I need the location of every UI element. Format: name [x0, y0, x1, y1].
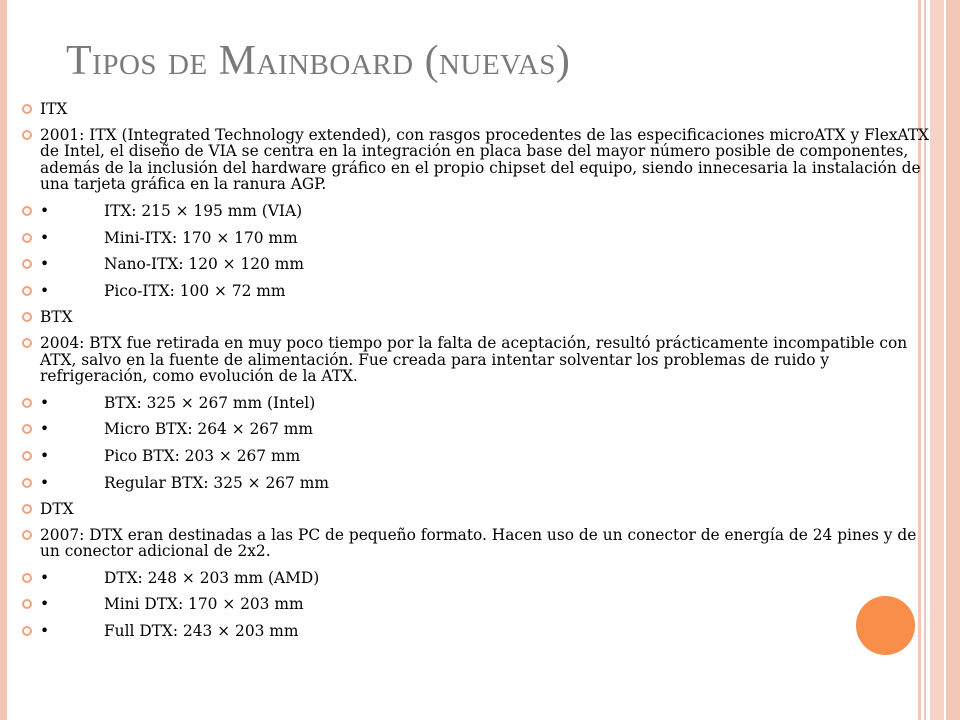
circle-bullet-icon: [22, 130, 32, 140]
bullet-dot: •: [40, 228, 50, 247]
circle-bullet-icon: [22, 424, 32, 434]
paragraph-item: [20, 501, 940, 518]
circle-bullet-icon: [22, 573, 32, 583]
bullet-text: Full DTX: 243 × 203 mm: [104, 622, 299, 641]
bullet-dot: •: [40, 201, 50, 220]
circle-bullet-icon: [22, 312, 32, 322]
item-text: ITX: [40, 100, 68, 118]
item-text: BTX: [40, 308, 73, 327]
bullet-list-item: [20, 203, 940, 220]
bullet-list-item: [20, 256, 940, 273]
bullet-text: Pico-ITX: 100 × 72 mm: [104, 281, 286, 300]
bullet-dot: •: [40, 622, 50, 641]
bullet-list-item: [20, 421, 940, 438]
paragraph-item: [20, 101, 940, 118]
slide-title: Tipos de Mainboard (nuevas): [66, 38, 571, 84]
item-text: DTX: [40, 500, 74, 519]
bullet-list-item: [20, 570, 940, 587]
bullet-dot: •: [40, 420, 50, 439]
circle-bullet-icon: [22, 206, 32, 216]
bullet-text: Pico BTX: 203 × 267 mm: [104, 446, 301, 465]
bullet-dot: •: [40, 568, 50, 587]
circle-bullet-icon: [22, 398, 32, 408]
circle-bullet-icon: [22, 259, 32, 269]
bullet-dot: •: [40, 446, 50, 465]
bullet-list-item: [20, 283, 940, 300]
circle-bullet-icon: [22, 530, 32, 540]
bullet-list-item: [20, 448, 940, 465]
stripe: [946, 0, 960, 720]
circle-bullet-icon: [22, 478, 32, 488]
bullet-text: Mini DTX: 170 × 203 mm: [104, 595, 304, 614]
bullet-text: Nano-ITX: 120 × 120 mm: [104, 255, 304, 274]
circle-bullet-icon: [22, 599, 32, 609]
bullet-text: BTX: 325 × 267 mm (Intel): [104, 393, 316, 412]
bullet-dot: •: [40, 393, 50, 412]
circle-bullet-icon: [22, 504, 32, 514]
paragraph-item: [20, 335, 940, 385]
bullet-text: DTX: 248 × 203 mm (AMD): [104, 568, 320, 587]
bullet-dot: •: [40, 255, 50, 274]
bullet-list-item: [20, 395, 940, 412]
bullet-list-item: [20, 596, 940, 613]
item-text: 2007: DTX eran destinadas a las PC de pequeño formato. Hacen uso de un conector de energía de 24 pines y de un conector adicional de 2x2.: [40, 525, 917, 561]
item-text: 2001: ITX (Integrated Technology extended), con rasgos procedentes de las especificaciones microATX y FlexATX de Intel, el diseño de VIA se centra en la integración en placa base del mayor número posible de componentes, además de la inclusión del hardware gráfico en el propio chipset del equipo, siendo innecesaria la instalación de una tarjeta gráfica en la ranura AGP.: [40, 125, 929, 194]
decorative-circle: [856, 596, 915, 655]
circle-bullet-icon: [22, 233, 32, 243]
circle-bullet-icon: [22, 286, 32, 296]
bullet-dot: •: [40, 473, 50, 492]
bullet-list-item: [20, 475, 940, 492]
bullet-dot: •: [40, 281, 50, 300]
bullet-list-item: [20, 623, 940, 640]
left-border: [0, 0, 7, 720]
paragraph-item: [20, 127, 940, 193]
slide-body: [20, 101, 940, 640]
circle-bullet-icon: [22, 338, 32, 348]
circle-bullet-icon: [22, 626, 32, 636]
bullet-text: Micro BTX: 264 × 267 mm: [104, 420, 313, 439]
bullet-text: Mini-ITX: 170 × 170 mm: [104, 228, 298, 247]
circle-bullet-icon: [22, 451, 32, 461]
bullet-text: ITX: 215 × 195 mm (VIA): [104, 201, 303, 220]
paragraph-item: [20, 527, 940, 560]
circle-bullet-icon: [22, 104, 32, 114]
bullet-dot: •: [40, 595, 50, 614]
item-text: 2004: BTX fue retirada en muy poco tiempo por la falta de aceptación, resultó prácticamente incompatible con ATX, salvo en la fuente de alimentación. Fue creada para intentar solventar los problemas de ruido y refrigeración, como evolución de la ATX.: [40, 333, 908, 386]
paragraph-item: [20, 309, 940, 326]
bullet-text: Regular BTX: 325 × 267 mm: [104, 473, 329, 492]
bullet-list-item: [20, 230, 940, 247]
